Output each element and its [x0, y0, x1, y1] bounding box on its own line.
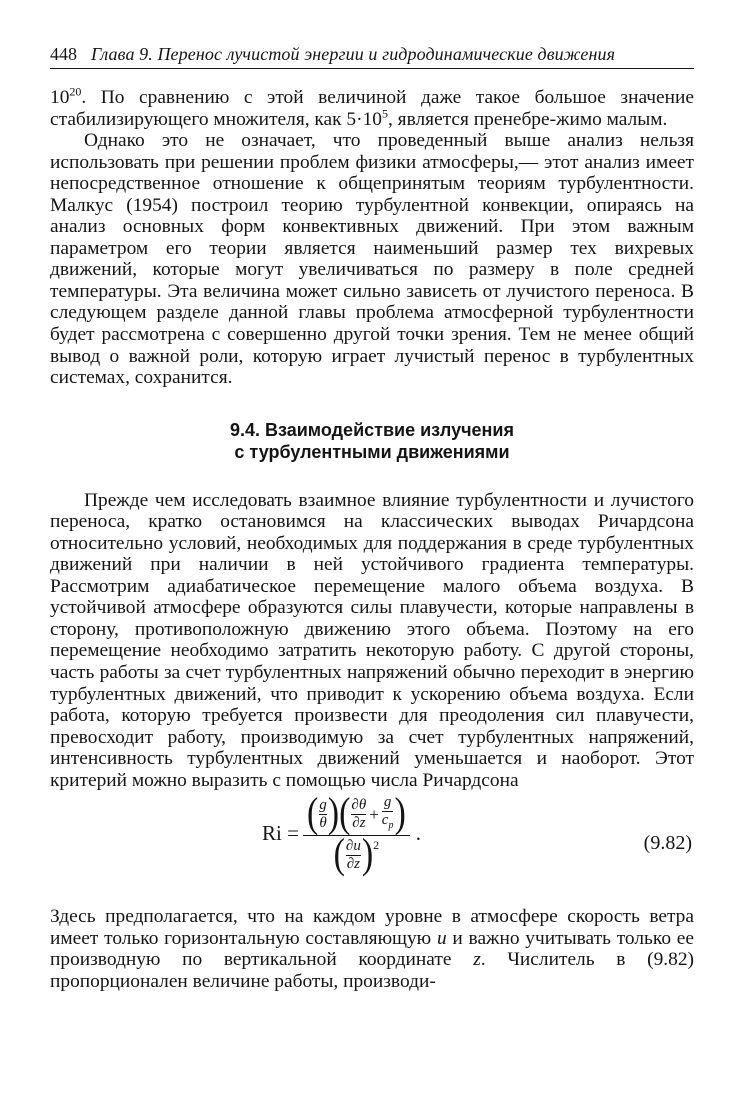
text-fragment: . По сравнению с этой величиной даже такое большое значение стабилизирующего множителя, как 5·10	[50, 87, 694, 130]
fraction-denominator	[330, 831, 384, 878]
main-fraction	[303, 790, 410, 878]
symbol-theta: θ	[319, 814, 327, 831]
symbol-dtheta: ∂θ	[351, 796, 367, 813]
text-fragment: Здесь предполагается, что на каждом уровне в атмосфере скорость ветра имеет только горизонтальную составляющую	[50, 906, 694, 949]
body-text	[50, 84, 695, 993]
symbol-dz: ∂z	[346, 855, 360, 872]
symbol-z: z	[473, 949, 481, 971]
symbol-dz: ∂z	[352, 814, 366, 831]
equation-number: (9.82)	[643, 832, 692, 855]
page-number: 448	[50, 44, 77, 64]
symbol-g: g	[383, 794, 392, 811]
section-heading-line-1: 9.4. Взаимодействие излучения	[229, 419, 514, 440]
text-fragment: 10	[50, 87, 70, 108]
g-over-cp	[382, 795, 394, 833]
g-over-theta	[319, 798, 327, 831]
text-fragment: и важно учитывать только ее производную по вертикальной координате	[50, 927, 694, 971]
paren-open: (	[306, 790, 319, 837]
paren-open: (	[339, 790, 351, 837]
paren-close: )	[361, 831, 374, 878]
text-fragment: . Числитель в (9.82) пропорционален величине работы, производи-	[50, 949, 695, 992]
superscript: 20	[69, 84, 82, 99]
equation-period: .	[415, 821, 422, 846]
paragraph-explanation	[50, 906, 694, 992]
running-title: Глава 9. Перенос лучистой энергии и гидродинамические движения	[91, 44, 616, 64]
symbol-u: u	[436, 927, 447, 949]
subscript-p: p	[388, 820, 394, 832]
symbol-du: ∂u	[345, 837, 361, 854]
richardson-equation	[262, 790, 422, 878]
paren-close: )	[394, 790, 406, 837]
symbol-c: c	[381, 812, 389, 829]
paragraph-malkus: Однако это не означает, что проведенный выше анализ нельзя использовать при решении проблем физики атмосферы,— этот анализ имеет непосредственное отношение к общепринятым теориям турбулентности. Малкус (1954) построил теорию турбулентной конвекции, опираясь на анализ основных форм конвективных движений. При этом важным параметром его теории является наименьший размер тех вихревых движений, которые могут увеличиваться по размеру в поле средней температуры. Эта величина может сильно зависеть от лучистого переноса. В следующем разделе данной главы проблема атмосферной турбулентности будет рассмотрена с совершенно другой точки зрения. Тем не менее общий вывод о важной роли, которую играет лучистый перенос в турбулентных системах, сохранится.	[50, 130, 694, 389]
dtheta-dz	[351, 798, 366, 831]
equation-block	[50, 790, 694, 898]
equation-lhs: Ri =	[262, 821, 299, 846]
du-dz	[346, 839, 361, 872]
paragraph-continuation	[50, 84, 694, 130]
symbol-g: g	[319, 796, 327, 813]
fraction-numerator	[303, 790, 410, 837]
plus-sign: +	[369, 804, 379, 824]
exponent: 2	[373, 837, 380, 852]
running-header	[50, 44, 694, 69]
superscript: 5	[381, 106, 388, 121]
paragraph-richardson: Прежде чем исследовать взаимное влияние турбулентности и лучистого переноса, кратко остановимся на классических выводах Ричардсона относительно условий, необходимых для поддержания в среде турбулентных движений при наличии в ней устойчивого градиента температуры. Рассмотрим адиабатическое перемещение малого объема воздуха. В устойчивой атмосфере образуются силы плавучести, которые направлены в сторону, противоположную движению этого объема. Поэтому на его перемещение необходимо затратить некоторую работу. С другой стороны, часть работы за счет турбулентных напряжений обычно переходит в энергию турбулентных движений, что приводит к ускорению объема воздуха. Если работа, которую требуется произвести для преодоления сил плавучести, превосходит работу, производимую за счет турбулентных напряжений, интенсивность турбулентных движений уменьшается и наоборот. Этот критерий можно выразить с помощью числа Ричардсона	[50, 489, 694, 791]
paren-open: (	[333, 831, 345, 878]
symbol-cp	[382, 813, 394, 833]
section-heading-line-2: с турбулентными движениями	[234, 441, 510, 462]
paren-close: )	[327, 790, 340, 837]
book-page	[50, 44, 694, 993]
section-heading	[50, 419, 694, 463]
text-fragment: , является пренебре-жимо малым.	[387, 108, 668, 130]
